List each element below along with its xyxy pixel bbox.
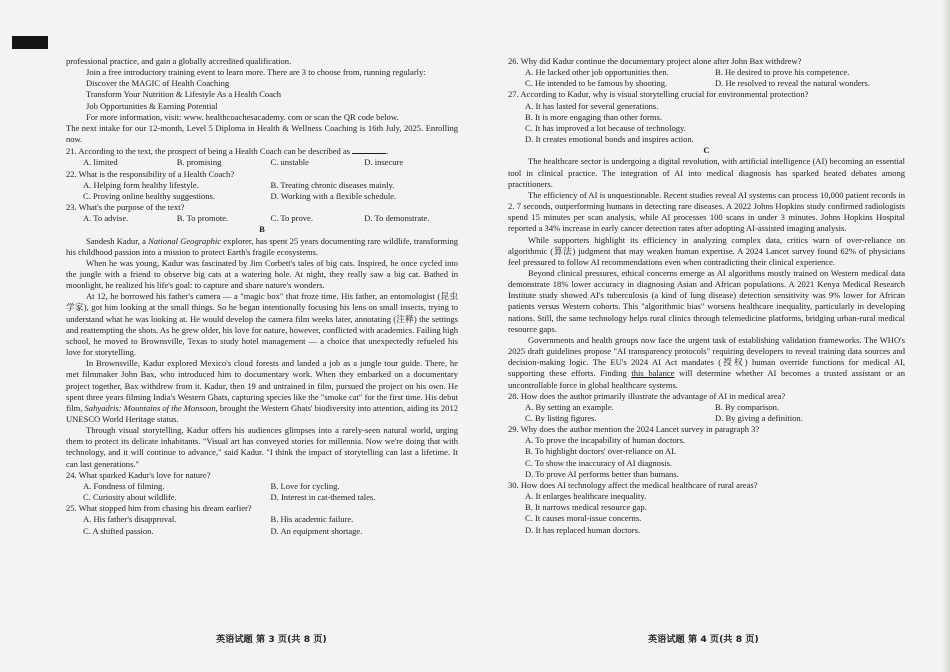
question-30: [508, 480, 905, 536]
page-footer-right: 英语试题 第 4 页(共 8 页): [648, 634, 759, 645]
option-a[interactable]: A. By setting an example.: [525, 401, 614, 412]
option-b[interactable]: B. Treating chronic diseases mainly.: [270, 179, 395, 190]
option-c[interactable]: C. To prove.: [270, 213, 313, 224]
question-28: [508, 391, 905, 424]
passage-b-paragraph: [66, 236, 458, 258]
text-run: In Brownsville, Kadur explored Mexico's cloud forests and landed a job as a jungle tour guide. There, he met filmmaker John Bax, who introduced him to documentary work. When they embarked on a documentary project together, Bax withdrew from it. Kadur, then 19 and untrained in film, pursued the project on his own. He spent three years filming India's Western Ghats, capturing species like the "smoke cat" for the first time. His debut film,: [66, 358, 458, 413]
option-a[interactable]: A. limited: [83, 157, 118, 168]
answer-options: [508, 67, 905, 89]
option-c[interactable]: C. It has improved a lot because of technology.: [525, 122, 686, 133]
option-b[interactable]: B. It narrows medical resource gap.: [525, 502, 647, 513]
option-c[interactable]: C. He intended to be famous by shooting.: [525, 78, 668, 89]
answer-options: [508, 402, 905, 424]
question-stem: 23. What's the purpose of the text?: [66, 202, 185, 213]
passage-a-line: professional practice, and gain a globally accredited qualification.: [66, 56, 292, 66]
option-a[interactable]: A. It enlarges healthcare inequality.: [525, 491, 647, 502]
option-a[interactable]: A. Fondness of filming.: [83, 480, 165, 491]
text-run: explorer, has spent 25 years documenting rare wildlife, transforming his childhood passion into a mission to protect Earth's fragile ecosystems.: [66, 235, 459, 257]
question-stem: 28. How does the author primarily illustrate the advantage of AI in medical area?: [508, 390, 786, 401]
answer-options: [66, 213, 458, 224]
passage-b-paragraph: Through visual storytelling, Kadur offers his audiences glimpses into a rarely-seen natural world, urging them to protect its delicate inhabitants. "Visual art has conveyed stories for millennia. Now we're doing that with technology, and it will continue to advance," said Kadur. "I think the impact of storytelling can last a lifetime. It can last generations.": [66, 425, 458, 469]
page-edge-shadow: [942, 0, 950, 672]
option-c[interactable]: C. It causes moral-issue concerns.: [525, 513, 642, 524]
corner-registration-mark: [12, 36, 48, 49]
answer-blank: [352, 145, 389, 157]
question-29: [508, 424, 905, 480]
passage-c-paragraph: While supporters highlight its efficiency in analyzing complex data, critics warn of over-reliance on algorithmic (算法) judgment that may weaken human expertise. A 2024 Lancet survey found 62% of physicians feel pressured to follow AI recommendations even when contradicting their clinical experience.: [508, 234, 905, 267]
question-26: [508, 56, 905, 89]
passage-b-paragraph: When he was young, Kadur was fascinated by Jim Corbett's tales of big cats. Inspired, he once cycled into the jungle with a friend to observe big cats at a watering hole. At night, they really saw a big cat. Bathed in moonlight, he realized his life's goal: to capture and share nature's wonders.: [66, 257, 458, 291]
question-stem: 27. According to Kadur, why is visual storytelling crucial for environmental protection?: [508, 89, 809, 100]
question-stem: 24. What sparked Kadur's love for nature?: [66, 469, 211, 480]
passage-a-paragraph: Join a free introductory training event to learn more. There are 3 to choose from, running regularly:: [86, 67, 426, 78]
question-21: [66, 145, 458, 168]
option-b[interactable]: B. His academic failure.: [270, 514, 354, 525]
question-stem: 21. According to the text, the prospect of being a Health Coach can be described as: [66, 146, 351, 157]
answer-options: [66, 514, 458, 536]
question-stem: 29. Why does the author mention the 2024 Lancet survey in paragraph 3?: [508, 424, 760, 435]
section-heading-c: C: [703, 145, 710, 156]
option-b[interactable]: B. It is more engaging than other forms.: [525, 111, 662, 122]
magazine-title: National Geographic: [148, 235, 222, 246]
question-stem: 22. What is the responsibility of a Health Coach?: [66, 168, 235, 179]
option-d[interactable]: D. To demonstrate.: [364, 213, 430, 224]
option-d[interactable]: D. Interest in cat-themed tales.: [270, 492, 376, 503]
option-b[interactable]: B. promising: [176, 157, 222, 168]
event-list-item: Transform Your Nutrition & Lifestyle As a Health Coach: [86, 89, 282, 100]
answer-options: [66, 157, 458, 168]
question-25: [66, 503, 458, 536]
option-c[interactable]: C. Proving online healthy suggestions.: [83, 190, 215, 201]
passage-c-paragraph: The efficiency of AI is unquestionable. Recent studies reveal AI systems can process 10,000 patient records in 2. 7 seconds, outperforming humans in detecting rare diseases. A 2022 Johns Hopkins study confirmed radiologists spend 15 minutes per scan analysis, while AI processes 100 scans in under 3 minutes. Johns Hopkins Hospital reported a 34% increase in early cancer detection rates after adopting AI-assisted imaging analysis.: [508, 189, 905, 234]
passage-a-paragraph: For more information, visit: www. healthcoachesacademy. com or scan the QR code below.: [86, 111, 399, 122]
question-stem: 25. What stopped him from chasing his dream earlier?: [66, 503, 252, 514]
option-d[interactable]: D. Working with a flexible schedule.: [270, 190, 397, 201]
passage-c-paragraph: Beyond clinical pressures, ethical concerns emerge as AI algorithms mostly trained on Western medical data demonstrate 18% lower accuracy in diagnosing Asian and African populations. A 2021 Kenya Medical Research Institute study showed AI's tuberculosis (a kind of lung disease) detection sensitivity was 9% lower for African patients versus Western cohorts. This "algorithmic bias" worsens healthcare inequality, particularly in developing nations. Still, the same technology helps rural clinics through telemedicine platforms, bridging urban-rural medical resource gaps.: [508, 267, 905, 334]
option-b[interactable]: B. By comparison.: [715, 401, 780, 412]
page-footer-left: 英语试题 第 3 页(共 8 页): [216, 634, 327, 645]
text-run: , brought the Western Ghats' biodiversity into attention, aiding its 2012 UNESCO World Heritage status.: [66, 402, 458, 424]
passage-c-paragraph: [508, 335, 905, 391]
right-column: [508, 56, 905, 536]
option-d[interactable]: D. It creates emotional bonds and inspires action.: [525, 134, 694, 145]
answer-options: [508, 491, 905, 536]
option-c[interactable]: C. Curiosity about wildlife.: [83, 492, 177, 503]
answer-options: [508, 435, 905, 480]
stem-tail: .: [386, 146, 389, 157]
answer-options: [508, 101, 905, 146]
option-d[interactable]: D. He resolved to reveal the natural wonders.: [715, 78, 870, 89]
option-c[interactable]: C. By listing figures.: [525, 413, 597, 423]
answer-options: [66, 180, 458, 202]
event-list-item: Job Opportunities & Earning Potential: [86, 100, 218, 111]
text-run: Governments and health groups now face the urgent task of establishing validation frameworks. The WHO's 2025 draft guidelines propose "AI transparency protocols" requiring developers to reveal training data sources and decision-making logic. The EU's 2024 AI Act mandates (授权) human override functions for medical AI, supporting these efforts. Finding: [508, 334, 905, 379]
option-c[interactable]: C. To show the inaccuracy of AI diagnosis.: [525, 457, 673, 468]
option-d[interactable]: D. insecure: [364, 157, 404, 168]
option-b[interactable]: B. To promote.: [176, 213, 229, 224]
question-24: [66, 470, 458, 503]
event-list-item: Discover the MAGIC of Health Coaching: [86, 78, 230, 89]
option-a[interactable]: A. Helping form healthy lifestyle.: [83, 179, 199, 190]
left-column: [66, 56, 458, 537]
option-d[interactable]: D. To prove AI performs better than humans.: [525, 468, 679, 479]
text-run: will determine whether AI becomes a trusted assistant or an uncontrollable force in global healthcare systems.: [508, 368, 906, 390]
question-27: [508, 89, 905, 145]
section-heading-b: B: [259, 224, 265, 235]
passage-c-paragraph: The healthcare sector is undergoing a digital revolution, with artificial intelligence (AI) becoming an essential tool in clinical practice. The integration of AI into medical diagnosis has sparked heated debates among practitioners.: [508, 156, 905, 189]
option-a[interactable]: A. His father's disapproval.: [83, 514, 177, 525]
option-d[interactable]: D. It has replaced human doctors.: [525, 524, 641, 535]
text-run: Sandesh Kadur, a: [86, 235, 149, 246]
option-a[interactable]: A. To advise.: [83, 213, 129, 224]
passage-a-paragraph: The next intake for our 12-month, Level 5 Diploma in Health & Wellness Coaching is 16th July, 2025. Enrolling now.: [66, 122, 458, 145]
option-b[interactable]: B. To highlight doctors' over-reliance on AI.: [525, 446, 677, 457]
passage-b-paragraph: At 12, he borrowed his father's camera — a "magic box" that froze time. His father, an entomologist (昆虫学家), got him looking at the small things. So he began intentionally focusing his lens on small insects, trying to understand what he was looking at. He would develop the camera film weeks later, annotating (注释) the settings and reattempting the shots. As he grew older, his love for nature, however, conflicted with academics. Failing high school, he moved to Brownsville, Texas to study hotel management — a choice that unexpectedly refueled his love for storytelling.: [66, 291, 458, 358]
option-c[interactable]: C. unstable: [270, 157, 309, 168]
option-d[interactable]: D. An equipment shortage.: [270, 525, 363, 536]
question-stem: 26. Why did Kadur continue the documentary project alone after John Bax withdrew?: [508, 56, 802, 66]
option-a[interactable]: A. He lacked other job opportunities then.: [525, 67, 669, 78]
option-b[interactable]: B. Love for cycling.: [270, 480, 340, 491]
answer-options: [66, 481, 458, 503]
question-stem: 30. How does AI technology affect the medical healthcare of rural areas?: [508, 479, 758, 490]
option-b[interactable]: B. He desired to prove his competence.: [715, 67, 850, 78]
underlined-phrase: this balance: [631, 368, 675, 379]
option-a[interactable]: A. To prove the incapability of human doctors.: [525, 435, 685, 446]
option-d[interactable]: D. By giving a definition.: [715, 413, 803, 423]
film-title: Sahyadris: Mountains of the Monsoon: [84, 402, 216, 413]
option-c[interactable]: C. A shifted passion.: [83, 525, 154, 536]
option-a[interactable]: A. It has lasted for several generations.: [525, 100, 659, 111]
question-22: [66, 169, 458, 202]
passage-b-paragraph: [66, 358, 458, 425]
question-23: [66, 202, 458, 224]
